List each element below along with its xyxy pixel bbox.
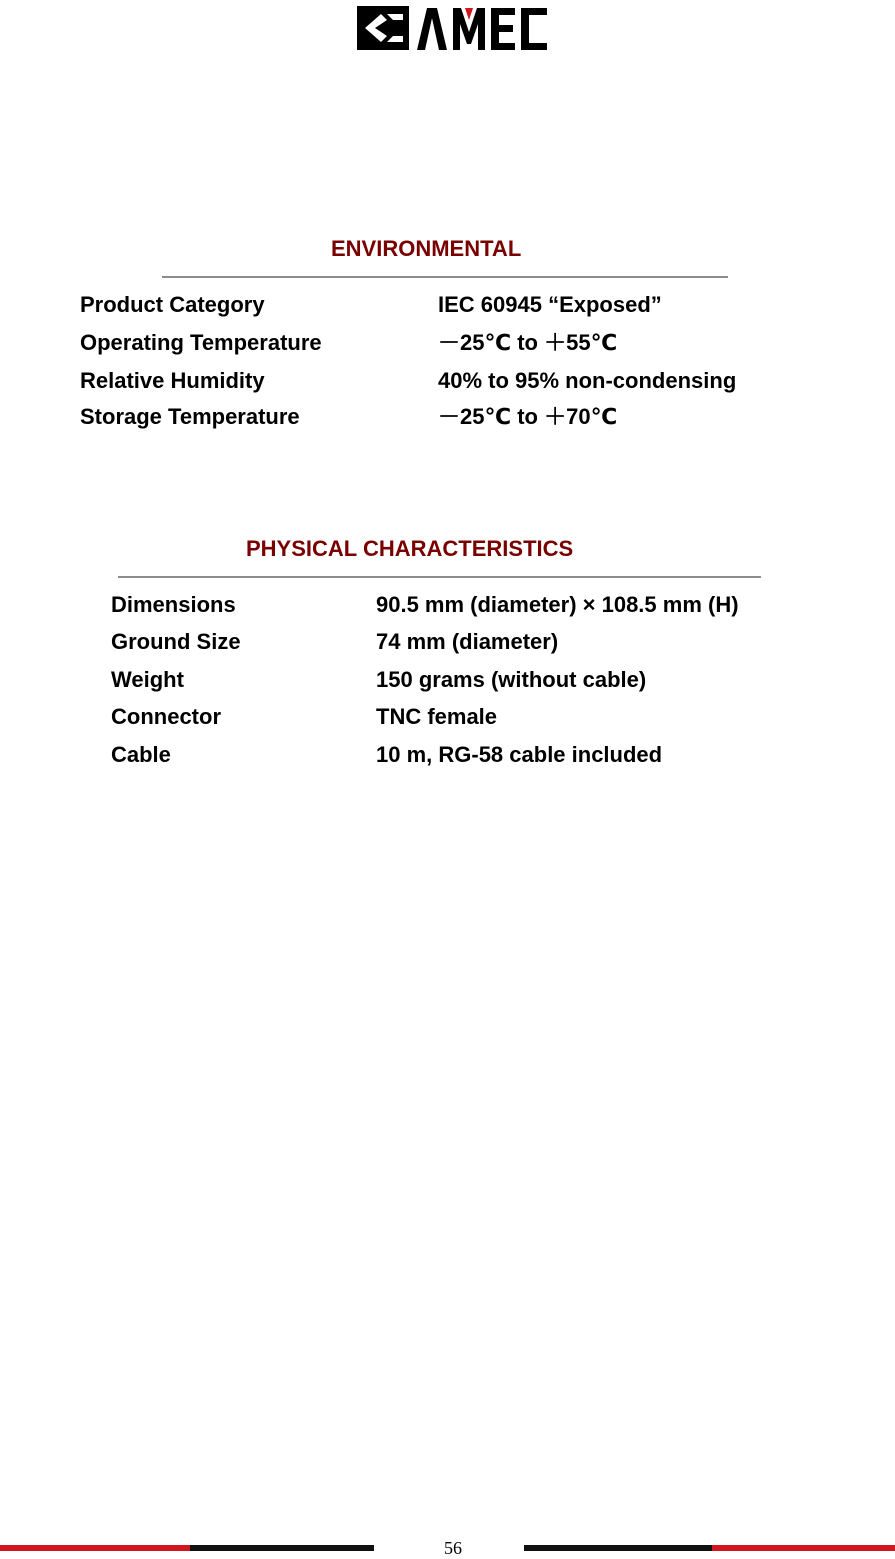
spec-label: Weight [111,667,184,692]
footer-bar-left-accent [0,1545,190,1551]
spec-value: 40% to 95% non-condensing [438,368,737,393]
spec-value: 74 mm (diameter) [376,629,559,654]
spec-value: 150 grams (without cable) [376,667,647,692]
spec-value: IEC 60945 “Exposed” [438,292,662,317]
footer-bar-right-accent [712,1545,895,1551]
footer-bar-left-dark [190,1545,374,1551]
physical-title: PHYSICAL CHARACTERISTICS [246,536,574,561]
environmental-divider [162,276,728,278]
spec-label: Dimensions [111,592,236,617]
spec-value: －25℃ to ＋55℃ [438,330,618,355]
spec-value: －25℃ to ＋70℃ [438,404,618,429]
spec-label: Operating Temperature [80,330,322,355]
spec-label: Connector [111,704,221,729]
spec-label: Ground Size [111,629,241,654]
spec-label: Product Category [80,292,265,317]
spec-value: TNC female [376,704,498,729]
amec-logo [357,4,547,52]
spec-value: 90.5 mm (diameter) × 108.5 mm (H) [376,592,739,617]
footer-bar-right-dark [524,1545,712,1551]
spec-label: Storage Temperature [80,404,300,429]
spec-label: Relative Humidity [80,368,265,393]
spec-value: 10 m, RG-58 cable included [376,742,663,767]
physical-divider [118,576,761,578]
page-number: 56 [444,1538,462,1558]
spec-label: Cable [111,742,171,767]
environmental-title: ENVIRONMENTAL [331,236,522,261]
